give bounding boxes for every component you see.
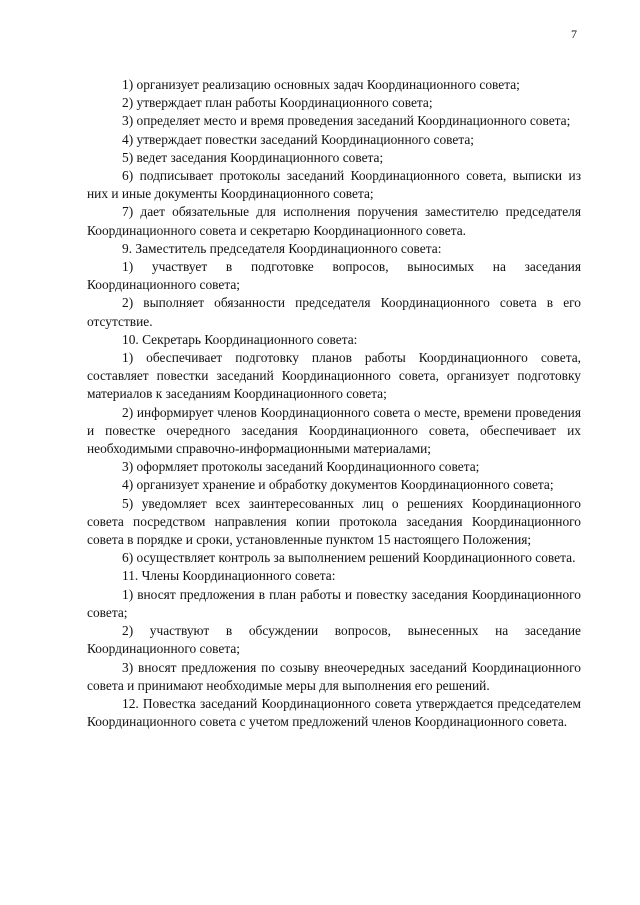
paragraph: 3) вносят предложения по созыву внеочередных заседаний Координационного совета и принимают необходимые меры для выполнения его решений. (87, 659, 581, 693)
paragraph: 2) утверждает план работы Координационного совета; (122, 95, 433, 111)
paragraph: 1) обеспечивает подготовку планов работы Координационного совета, составляет повестки заседаний Координационного совета, организует подготовку материалов к заседаниям Координационного совета; (87, 350, 581, 402)
paragraph: 2) информирует членов Координационного совета о месте, времени проведения и повестке очередного заседания Координационного совета, обеспечивает их необходимыми справочно-информационными материалами; (87, 404, 581, 457)
paragraph: 7) дает обязательные для исполнения поручения заместителю председателя Координационного совета и секретарю Координационного совета. (87, 204, 581, 238)
section-heading-9: 9. Заместитель председателя Координационного совета: (122, 240, 442, 256)
paragraph: 6) осуществляет контроль за выполнением решений Координационного совета. (122, 550, 576, 566)
section-heading-11: 11. Члены Координационного совета: (122, 568, 336, 584)
section-12: 12. Повестка заседаний Координационного совета утверждается председателем Координационного совета с учетом предложений членов Координационного совета. (87, 695, 581, 730)
section-heading-10: 10. Секретарь Координационного совета: (122, 331, 358, 347)
paragraph: 2) участвуют в обсуждении вопросов, вынесенных на заседание Координационного совета; (87, 623, 581, 657)
paragraph: 3) оформляет протоколы заседаний Координационного совета; (122, 459, 480, 475)
paragraph: 2) выполняет обязанности председателя Координационного совета в его отсутствие. (87, 295, 581, 329)
paragraph: 5) уведомляет всех заинтересованных лиц о решениях Координационного совета посредством направления копии протокола заседания Координационного совета в порядке и сроки, установленные пунктом 15 настоящего Положения; (87, 495, 581, 548)
paragraph: 6) подписывает протоколы заседаний Координационного совета, выписки из них и иные документы Координационного совета; (87, 168, 581, 202)
paragraph: 4) утверждает повестки заседаний Координационного совета; (122, 131, 475, 147)
paragraph: 1) вносят предложения в план работы и повестку заседания Координационного совета; (87, 586, 581, 620)
document-body (87, 76, 581, 731)
paragraph: 4) организует хранение и обработку документов Координационного совета; (122, 477, 554, 493)
paragraph: 1) участвует в подготовке вопросов, выносимых на заседания Координационного совета; (87, 259, 581, 293)
paragraph: 5) ведет заседания Координационного совета; (122, 149, 384, 165)
page-number: 7 (571, 27, 577, 41)
paragraph: 3) определяет место и время проведения заседаний Координационного совета; (122, 113, 571, 129)
paragraph: 1) организует реализацию основных задач Координационного совета; (122, 77, 520, 92)
